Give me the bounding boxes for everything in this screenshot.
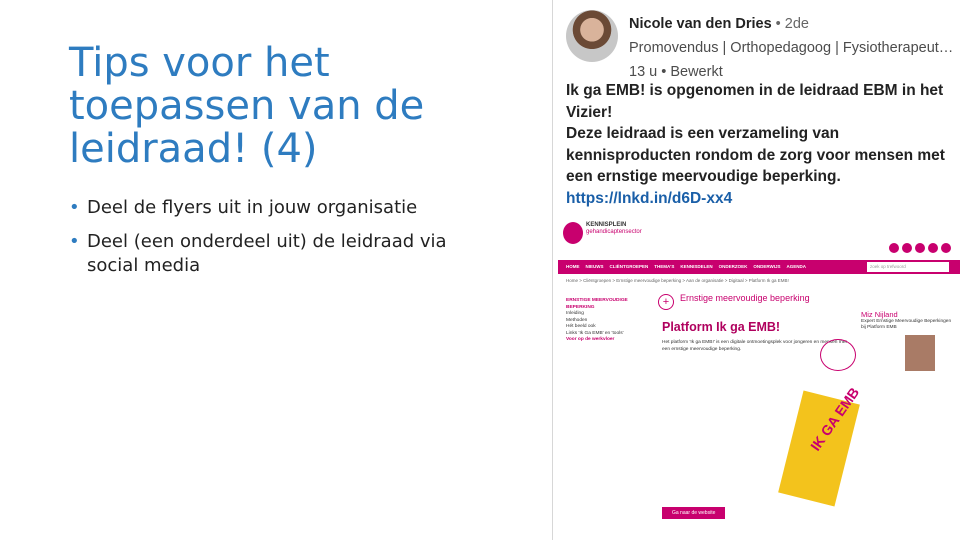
breadcrumb: Home > Cliëntgroepen > Ernstige meervoudige beperking > Aan de organisatie > Digitaal > Platform Ik ga EMB! xyxy=(566,278,789,283)
page-heading: Platform Ik ga EMB! xyxy=(662,320,781,334)
youtube-icon[interactable] xyxy=(941,243,951,253)
left-nav-item[interactable]: Inleiding xyxy=(566,311,584,316)
post-meta: 13 u • Bewerkt xyxy=(629,64,723,80)
plus-icon: + xyxy=(658,294,674,310)
kennisplein-webpage-preview xyxy=(558,216,960,540)
linkedin-post-screenshot xyxy=(552,0,960,540)
bullet-text: Deel (een onderdeel uit) de leidraad via social media xyxy=(87,231,447,276)
facebook-icon[interactable] xyxy=(902,243,912,253)
nav-item[interactable]: NIEUWS xyxy=(585,264,604,269)
left-nav-item[interactable]: Links 'Ik Ga EMB' en 'tools' xyxy=(566,330,624,336)
bullet-list xyxy=(69,196,489,288)
contact-name: Miz Nijland xyxy=(861,310,898,319)
twitter-icon[interactable] xyxy=(915,243,925,253)
left-nav-item[interactable]: Voor op de werkvloer xyxy=(566,337,615,342)
instagram-icon[interactable] xyxy=(889,243,899,253)
nav-item[interactable]: THEMA'S xyxy=(654,264,675,269)
contact-role: Expert Ernstige Meervoudige Beperkingen bij Platform EMB xyxy=(861,318,952,331)
post-header xyxy=(629,12,959,84)
category-title: Ernstige meervoudige beperking xyxy=(680,293,810,303)
nav-item[interactable]: CLIËNTGROEPEN xyxy=(609,264,649,269)
nav-item[interactable]: ONDERWIJS xyxy=(753,264,781,269)
linkedin-icon[interactable] xyxy=(928,243,938,253)
bullet-item xyxy=(69,196,489,220)
badge-icon xyxy=(820,339,856,371)
campaign-label: IK GA EMB xyxy=(807,384,863,454)
logo-name: KENNISPLEIN xyxy=(586,222,627,228)
bullet-text: Deel de flyers uit in jouw organisatie xyxy=(87,197,418,218)
left-nav-heading: ERNSTIGE MEERVOUDIGE BEPERKING xyxy=(566,298,628,310)
left-nav-item[interactable]: Methoden xyxy=(566,317,588,323)
connection-degree: • 2de xyxy=(775,16,809,32)
slide-title: Tips voor het toepassen van de leidraad! (4) xyxy=(69,40,425,172)
post-line: Deze leidraad is een verzameling van kennisproducten rondom de zorg voor mensen met een ernstige meervoudige beperking. xyxy=(566,125,945,185)
nav-items xyxy=(566,264,806,269)
contact-card xyxy=(861,312,956,374)
search-input[interactable]: zoek op trefwoord xyxy=(867,262,949,272)
website-button[interactable]: Ga naar de website xyxy=(662,507,725,519)
nav-item[interactable]: KENNISDELEN xyxy=(680,264,713,269)
logo-sub: gehandicaptensector xyxy=(586,229,642,235)
intro-paragraph: Het platform 'Ik ga EMB!' is een digitale ontmoetingsplek voor jongeren en mensen met een ernstige meervoudige beperking. xyxy=(662,340,847,352)
avatar xyxy=(566,10,618,62)
author-name[interactable]: Nicole van den Dries xyxy=(629,16,772,32)
post-body xyxy=(566,80,956,209)
nav-item[interactable]: HOME xyxy=(566,264,580,269)
social-icons xyxy=(889,243,951,253)
bullet-dot-icon: • xyxy=(69,197,80,218)
post-link[interactable]: https://lnkd.in/d6D-xx4 xyxy=(566,189,733,207)
post-line: Ik ga EMB! is opgenomen in de leidraad EBM in het Vizier! xyxy=(566,82,944,121)
bullet-item xyxy=(69,230,489,278)
bullet-dot-icon: • xyxy=(69,231,80,252)
site-navbar xyxy=(558,260,960,274)
nav-item[interactable]: AGENDA xyxy=(786,264,807,269)
left-nav xyxy=(566,298,651,344)
nav-item[interactable]: ONDERZOEK xyxy=(718,264,748,269)
author-headline: Promovendus | Orthopedagoog | Fysiotherapeut… xyxy=(629,40,954,56)
left-nav-item[interactable]: Hét beeld ook xyxy=(566,324,596,329)
kennisplein-logo-icon xyxy=(563,222,583,244)
contact-photo xyxy=(905,335,935,371)
kennisplein-logo xyxy=(586,222,642,236)
